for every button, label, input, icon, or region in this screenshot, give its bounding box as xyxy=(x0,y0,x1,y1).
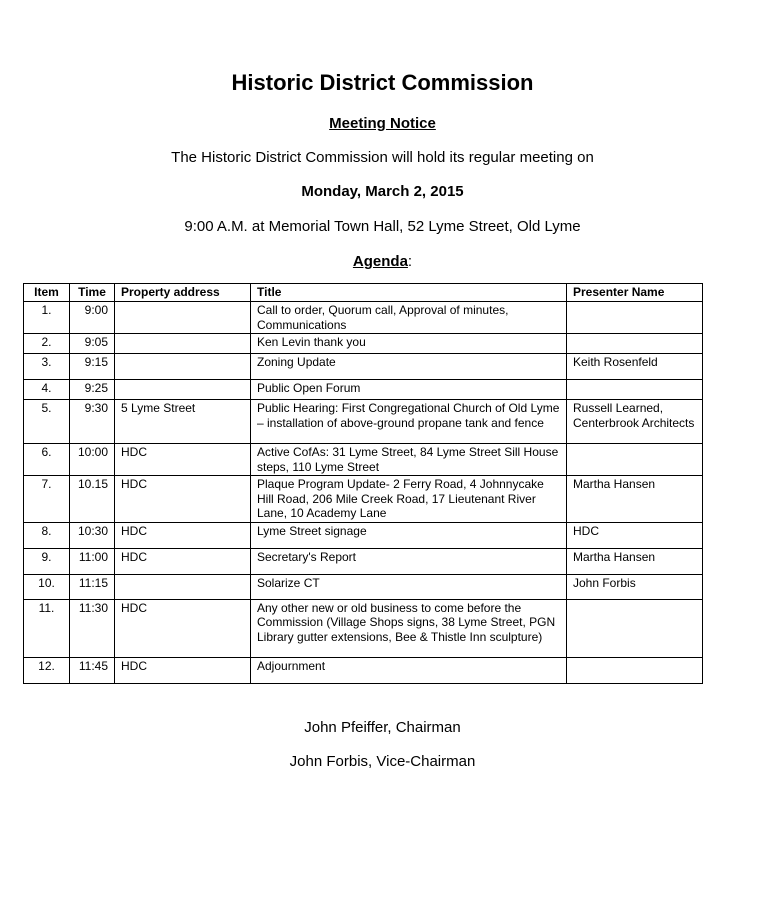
agenda-item-title: Any other new or old business to come before the Commission (Village Shops signs, 38 Lyme Street, PGN Library gutter extensions, Bee & Thistle Inn sculpture) xyxy=(251,599,567,657)
table-header-row xyxy=(24,284,703,302)
table-row xyxy=(24,444,703,476)
agenda-item-number: 7. xyxy=(24,476,70,523)
agenda-item-presenter xyxy=(567,444,703,476)
agenda-item-time: 9:05 xyxy=(70,334,115,354)
agenda-item-number: 10. xyxy=(24,574,70,599)
agenda-item-number: 4. xyxy=(24,380,70,400)
agenda-item-number: 9. xyxy=(24,548,70,574)
agenda-item-title: Active CofAs: 31 Lyme Street, 84 Lyme Street Sill House steps, 110 Lyme Street xyxy=(251,444,567,476)
agenda-item-number: 11. xyxy=(24,599,70,657)
agenda-item-title: Plaque Program Update- 2 Ferry Road, 4 Johnnycake Hill Road, 206 Mile Creek Road, 17 Lieutenant River Lane, 10 Academy Lane xyxy=(251,476,567,523)
agenda-item-time: 9:00 xyxy=(70,302,115,334)
agenda-item-address: HDC xyxy=(115,522,251,548)
agenda-item-address xyxy=(115,380,251,400)
agenda-item-presenter: Martha Hansen xyxy=(567,548,703,574)
agenda-item-presenter xyxy=(567,334,703,354)
agenda-item-title: Solarize CT xyxy=(251,574,567,599)
agenda-item-address: HDC xyxy=(115,548,251,574)
meeting-date: Monday, March 2, 2015 xyxy=(301,183,464,200)
table-row xyxy=(24,380,703,400)
agenda-item-address: HDC xyxy=(115,476,251,523)
agenda-item-address: 5 Lyme Street xyxy=(115,400,251,444)
agenda-item-time: 10:00 xyxy=(70,444,115,476)
agenda-item-time: 11:15 xyxy=(70,574,115,599)
agenda-item-address xyxy=(115,574,251,599)
column-header-presenter-name: Presenter Name xyxy=(567,284,703,302)
document-title: Historic District Commission xyxy=(231,70,534,95)
table-row xyxy=(24,476,703,523)
agenda-heading xyxy=(0,253,765,270)
agenda-item-number: 5. xyxy=(24,400,70,444)
agenda-item-number: 1. xyxy=(24,302,70,334)
agenda-item-presenter xyxy=(567,302,703,334)
agenda-item-title: Ken Levin thank you xyxy=(251,334,567,354)
agenda-label: Agenda xyxy=(352,253,408,270)
agenda-table xyxy=(23,283,703,684)
intro-text: The Historic District Commission will hold its regular meeting on xyxy=(171,149,594,166)
table-row xyxy=(24,400,703,444)
agenda-item-presenter: Russell Learned, Centerbrook Architects xyxy=(567,400,703,444)
agenda-item-time: 11:30 xyxy=(70,599,115,657)
agenda-item-title: Secretary's Report xyxy=(251,548,567,574)
agenda-item-address xyxy=(115,354,251,380)
table-row xyxy=(24,354,703,380)
agenda-item-time: 9:30 xyxy=(70,400,115,444)
agenda-item-title: Zoning Update xyxy=(251,354,567,380)
chairman-signature: John Pfeiffer, Chairman xyxy=(304,719,461,736)
agenda-table-body xyxy=(24,302,703,684)
column-header-time: Time xyxy=(70,284,115,302)
meeting-notice-heading: Meeting Notice xyxy=(329,115,436,132)
agenda-item-number: 2. xyxy=(24,334,70,354)
table-row xyxy=(24,599,703,657)
table-row xyxy=(24,574,703,599)
agenda-item-number: 3. xyxy=(24,354,70,380)
agenda-item-address: HDC xyxy=(115,657,251,683)
agenda-item-presenter xyxy=(567,657,703,683)
agenda-item-presenter: Keith Rosenfeld xyxy=(567,354,703,380)
agenda-item-address xyxy=(115,334,251,354)
agenda-item-title: Public Open Forum xyxy=(251,380,567,400)
agenda-item-presenter: John Forbis xyxy=(567,574,703,599)
column-header-item: Item xyxy=(24,284,70,302)
table-row xyxy=(24,657,703,683)
agenda-item-address: HDC xyxy=(115,599,251,657)
agenda-item-address xyxy=(115,302,251,334)
agenda-item-presenter: HDC xyxy=(567,522,703,548)
agenda-item-time: 11:45 xyxy=(70,657,115,683)
agenda-item-number: 6. xyxy=(24,444,70,476)
agenda-item-presenter xyxy=(567,380,703,400)
agenda-item-title: Adjournment xyxy=(251,657,567,683)
agenda-item-number: 8. xyxy=(24,522,70,548)
agenda-item-title: Call to order, Quorum call, Approval of minutes, Communications xyxy=(251,302,567,334)
agenda-item-time: 9:15 xyxy=(70,354,115,380)
meeting-location: 9:00 A.M. at Memorial Town Hall, 52 Lyme Street, Old Lyme xyxy=(184,218,581,235)
table-row xyxy=(24,302,703,334)
agenda-item-title: Lyme Street signage xyxy=(251,522,567,548)
table-row xyxy=(24,334,703,354)
agenda-colon: : xyxy=(407,253,413,270)
table-row xyxy=(24,522,703,548)
table-row xyxy=(24,548,703,574)
agenda-item-time: 9:25 xyxy=(70,380,115,400)
agenda-item-presenter xyxy=(567,599,703,657)
agenda-item-number: 12. xyxy=(24,657,70,683)
agenda-item-time: 11:00 xyxy=(70,548,115,574)
column-header-title: Title xyxy=(251,284,567,302)
agenda-item-time: 10:30 xyxy=(70,522,115,548)
agenda-item-address: HDC xyxy=(115,444,251,476)
agenda-item-time: 10.15 xyxy=(70,476,115,523)
agenda-item-presenter: Martha Hansen xyxy=(567,476,703,523)
column-header-property-address: Property address xyxy=(115,284,251,302)
agenda-item-title: Public Hearing: First Congregational Church of Old Lyme – installation of above-ground propane tank and fence xyxy=(251,400,567,444)
vice-chairman-signature: John Forbis, Vice-Chairman xyxy=(289,753,476,770)
